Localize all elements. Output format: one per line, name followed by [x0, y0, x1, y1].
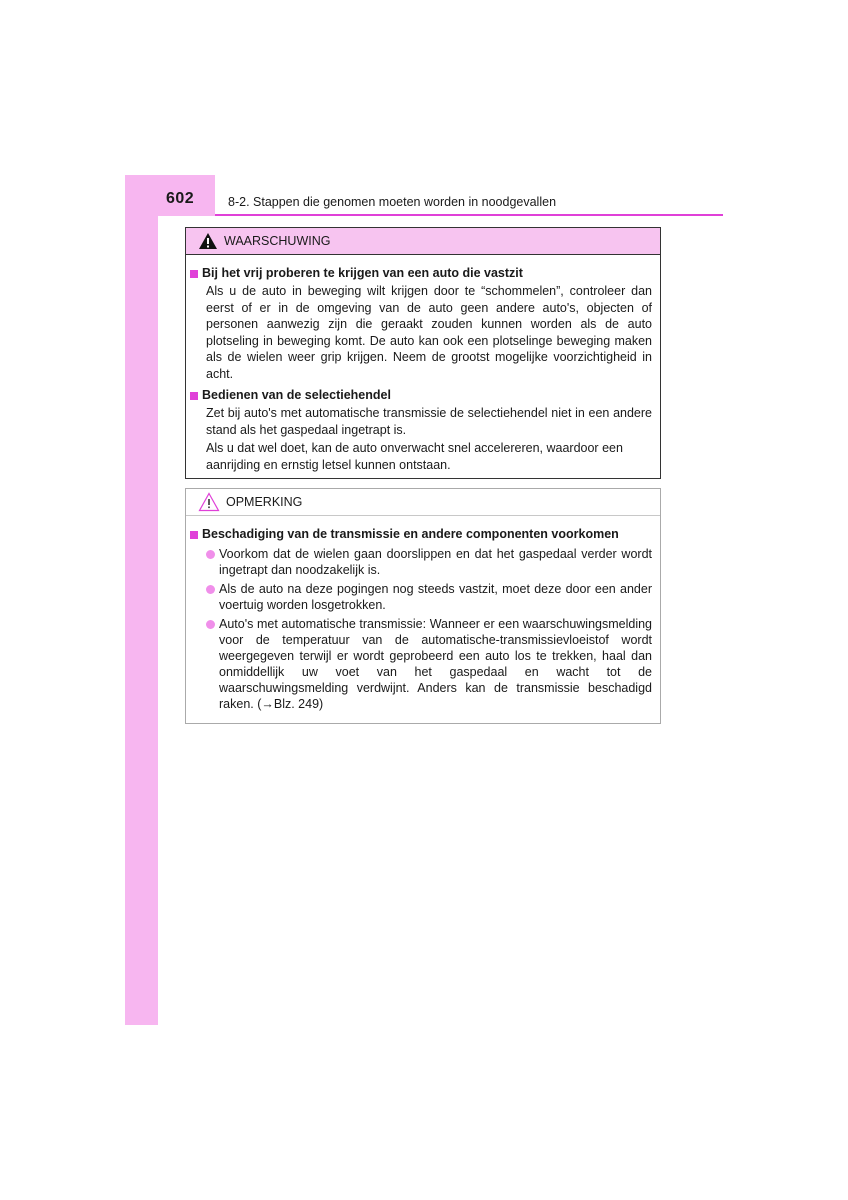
list-item: [206, 546, 652, 578]
warning-heading-1: [190, 265, 652, 282]
square-bullet-icon: [190, 531, 198, 539]
square-bullet-icon: [190, 392, 198, 400]
side-tab: [125, 175, 158, 1025]
circle-bullet-icon: [206, 585, 215, 594]
warning-triangle-icon: [198, 232, 218, 250]
warning-paragraph: Als u de auto in beweging wilt krijgen door te “schommelen”, controleer dan eerst of er in de omgeving van de auto geen andere auto's, objecten of personen aanwezig zijn die geraakt zouden kunnen worden als de auto plotseling in beweging komt. De auto kan ook een plotselinge beweging maken als de wielen weer grip krijgen. Neem de grootst mogelijke voorzichtigheid in acht.: [206, 284, 652, 381]
page-number: 602: [166, 190, 195, 207]
warning-title: WAARSCHUWING: [224, 234, 331, 248]
heading-text: Bedienen van de selectiehendel: [202, 388, 391, 402]
note-box: [185, 488, 661, 724]
warning-heading-2: [190, 387, 652, 404]
section-title: 8-2. Stappen die genomen moeten worden in noodgevallen: [228, 195, 557, 209]
circle-bullet-icon: [206, 550, 215, 559]
note-title: OPMERKING: [226, 495, 303, 509]
list-item: [206, 581, 652, 613]
note-body: [186, 516, 660, 712]
heading-text: Bij het vrij proberen te krijgen van een auto die vastzit: [202, 266, 523, 280]
warning-body: [186, 255, 660, 473]
header-rule: [215, 214, 723, 216]
note-heading: [190, 526, 652, 543]
warning-paragraph: Zet bij auto's met automatische transmissie de selectiehendel niet in een andere stand als het gaspedaal ingetrapt is.: [206, 406, 652, 437]
list-item-text: Auto's met automatische transmissie: Wanneer er een waarschuwingsmelding voor de temperatuur van de automatische-transmissievloeistof wordt weergegeven terwijl er wordt geprobeerd een auto los te trekken, haal dan onmiddellijk uw voet van het gaspedaal en wacht tot de waarschuwingsmelding verdwijnt. Anders kan de transmissie beschadigd raken. (→Blz. 249): [219, 617, 652, 711]
note-header: [186, 489, 660, 516]
list-item-text: Als de auto na deze pogingen nog steeds vastzit, moet deze door een ander voertuig worden losgetrokken.: [219, 582, 652, 612]
warning-paragraph: Als u dat wel doet, kan de auto onverwacht snel accelereren, waardoor een aanrijding en ernstig letsel kunnen ontstaan.: [206, 441, 623, 472]
warning-header: [186, 228, 660, 255]
list-item: [206, 616, 652, 712]
caution-triangle-icon: [198, 492, 220, 512]
heading-text: Beschadiging van de transmissie en andere componenten voorkomen: [202, 527, 619, 541]
list-item-text: Voorkom dat de wielen gaan doorslippen en dat het gaspedaal verder wordt ingetrapt dan noodzakelijk is.: [219, 547, 652, 577]
circle-bullet-icon: [206, 620, 215, 629]
square-bullet-icon: [190, 270, 198, 278]
warning-box: [185, 227, 661, 479]
